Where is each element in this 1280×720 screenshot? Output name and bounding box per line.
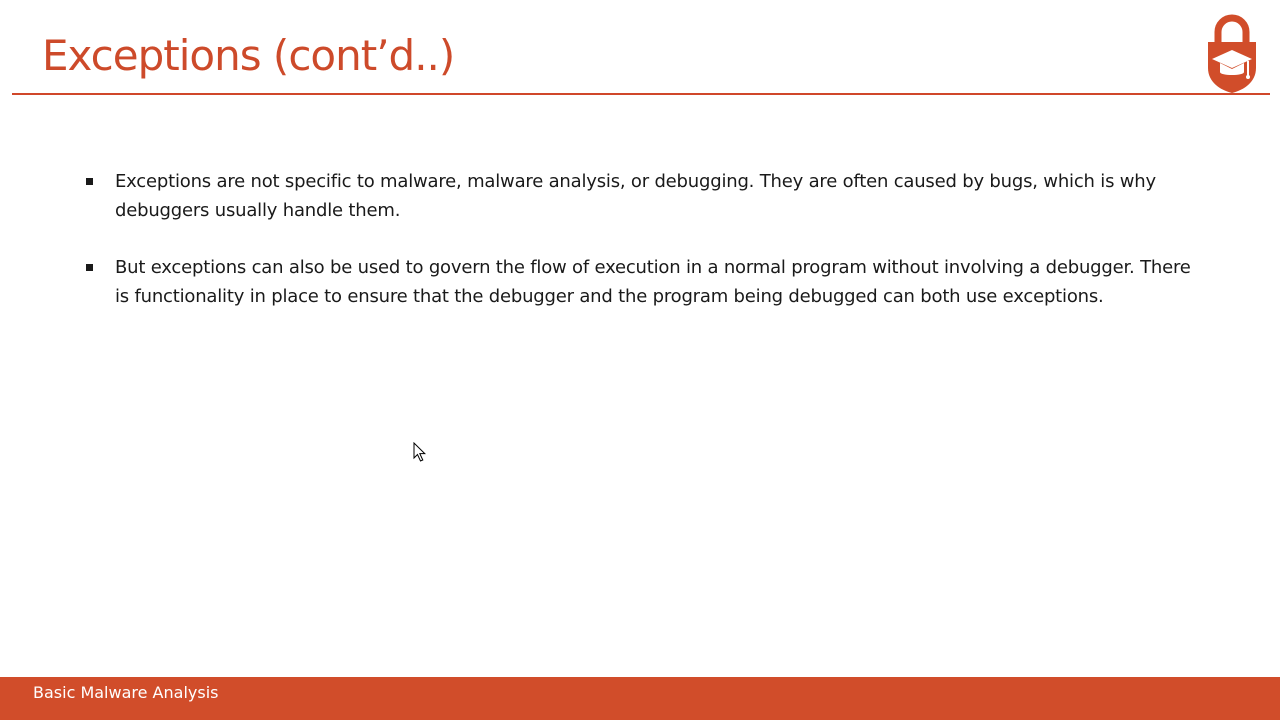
footer-course-title: Basic Malware Analysis (33, 683, 219, 702)
bullet-item (86, 254, 1196, 311)
bullet-text: But exceptions can also be used to govern the flow of execution in a normal program without involving a debugger. There is functionality in place to ensure that the debugger and the program being debugged can both use exceptions. (115, 257, 1191, 307)
bullet-item (86, 168, 1196, 225)
square-bullet-icon (86, 264, 93, 271)
bullet-list (86, 168, 1196, 340)
bullet-text: Exceptions are not specific to malware, malware analysis, or debugging. They are often caused by bugs, which is why debuggers usually handle them. (115, 171, 1156, 221)
padlock-graduation-cap-icon (1204, 10, 1260, 94)
title-divider (12, 93, 1270, 95)
footer-bar (0, 677, 1280, 720)
slide-title: Exceptions (cont’d..) (42, 31, 455, 80)
square-bullet-icon (86, 178, 93, 185)
mouse-pointer-icon (413, 442, 426, 462)
